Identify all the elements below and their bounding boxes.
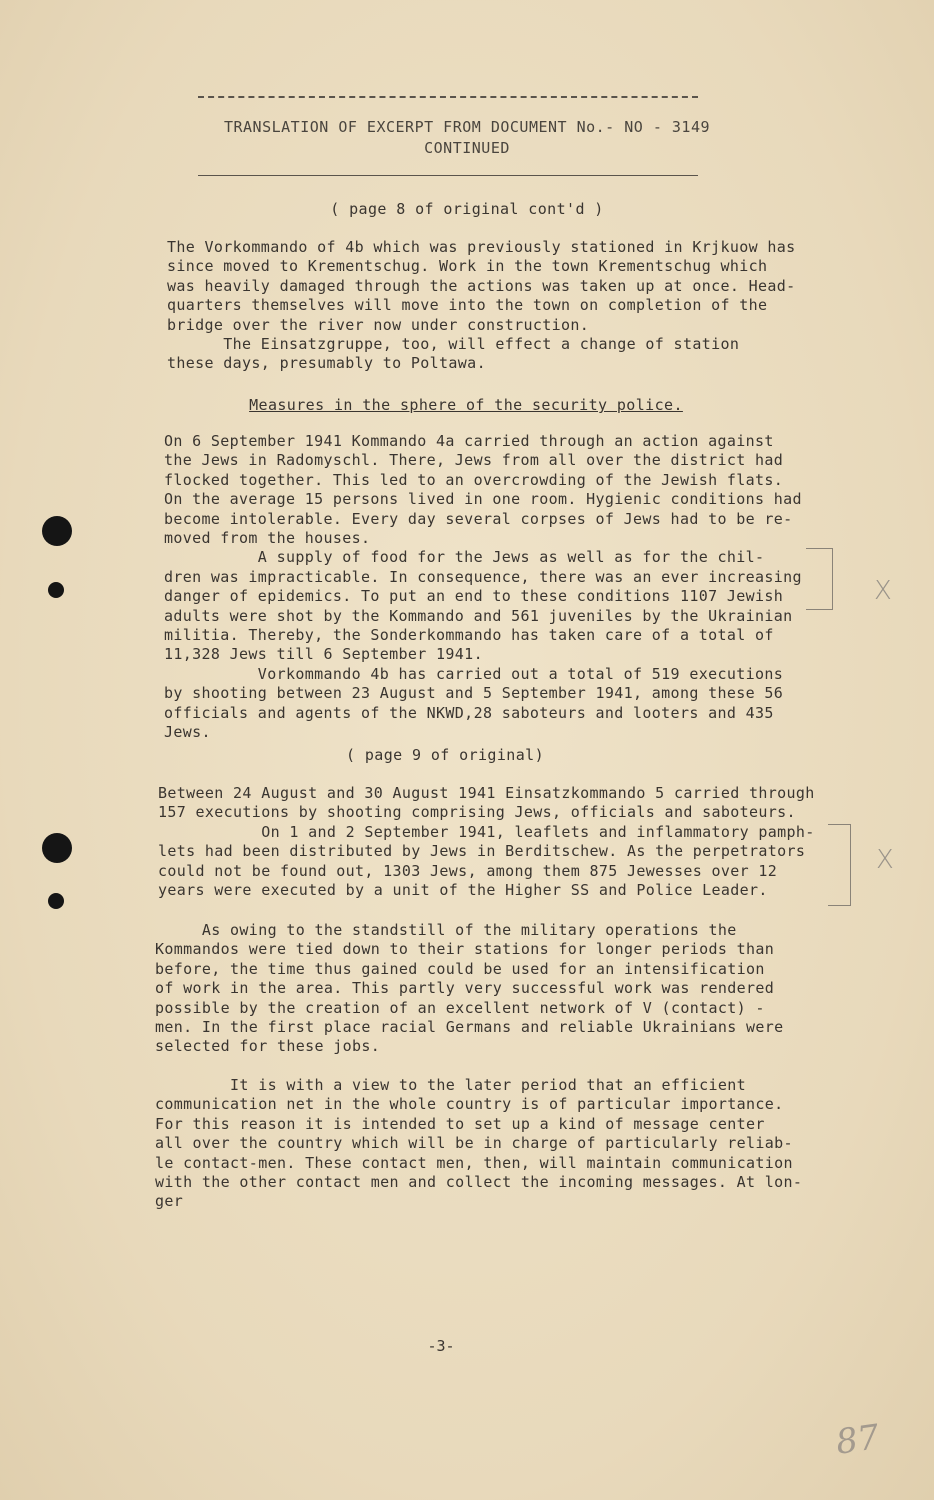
punch-hole-4: [48, 893, 64, 909]
margin-x-mark-2: X: [876, 845, 894, 875]
punch-hole-2: [48, 582, 64, 598]
section-heading: Measures in the sphere of the security police.: [249, 396, 683, 414]
continued-label: CONTINUED: [424, 139, 510, 157]
handwritten-folio-number: 87: [833, 1417, 882, 1463]
page-number: -3-: [427, 1337, 455, 1355]
page-ref-8: ( page 8 of original cont'd ): [330, 200, 604, 218]
paragraph-einsatzkommando-5: Between 24 August and 30 August 1941 Einsatzkommando 5 carried through 157 executions by shooting comprising Jews, officials and saboteurs. On 1 and 2 September 1941, leaflets and inflammatory pamph- lets had been distributed by Jews in Berditschew. As the perpetrators could not be found out, 1303 Jews, among them 875 Jewesses over 12 years were executed by a unit of the Higher SS and Police Leader.: [158, 784, 815, 900]
punch-hole-1: [42, 516, 72, 546]
paragraph-communication-net: It is with a view to the later period that an efficient communication net in the whole country is of particular importance. For this reason it is intended to set up a kind of message center all over the country which will be in charge of particularly reliab- le contact-men. These contact men, then, will maintain communication with the other contact men and collect the incoming messages. At lon- ger: [155, 1076, 803, 1211]
paragraph-contact-network: As owing to the standstill of the military operations the Kommandos were tied down to their stations for longer periods than before, the time thus gained could be used for an intensification of work in the area. This partly very successful work was rendered possible by the creation of an excellent network of V (contact) - men. In the first place racial Germans and reliable Ukrainians were selected for these jobs.: [155, 921, 784, 1056]
margin-x-mark-1: X: [874, 576, 892, 606]
margin-bracket-1: [806, 548, 833, 610]
paragraph-radomyschl: On 6 September 1941 Kommando 4a carried through an action against the Jews in Radomyschl. There, Jews from all over the district had flocked together. This led to an overcrowding of the Jewish flats. On the average 15 persons lived in one room. Hygienic conditions had become intolerable. Every day several corpses of Jews had to be re- moved from the houses. A supply of food for the Jews as well as for the chil- dren was impracticable. In consequence, there was an ever increasing danger of epidemics. To put an end to these conditions 1107 Jewish adults were shot by the Kommando and 561 juveniles by the Ukrainian militia. Thereby, the Sonderkommando has taken care of a total of 11,328 Jews till 6 September 1941. Vorkommando 4b has carried out a total of 519 executions by shooting between 23 August and 5 September 1941, among these 56 officials and agents of the NKWD,28 saboteurs and looters and 435 Jews.: [164, 432, 802, 742]
paragraph-vorkommando: The Vorkommando of 4b which was previously stationed in Krjkuow has since moved to Krementschug. Work in the town Krementschug which was heavily damaged through the actions was taken up at once. Head- quarters themselves will move into the town on completion of the bridge over the river now under construction. The Einsatzgruppe, too, will effect a change of station these days, presumably to Poltawa.: [167, 238, 796, 373]
header-bottom-rule: [198, 175, 698, 176]
header-top-rule: [198, 96, 698, 98]
document-title: TRANSLATION OF EXCERPT FROM DOCUMENT No.- NO - 3149: [223, 118, 711, 136]
margin-bracket-2: [828, 824, 851, 906]
page-ref-9: ( page 9 of original): [345, 746, 545, 764]
punch-hole-3: [42, 833, 72, 863]
